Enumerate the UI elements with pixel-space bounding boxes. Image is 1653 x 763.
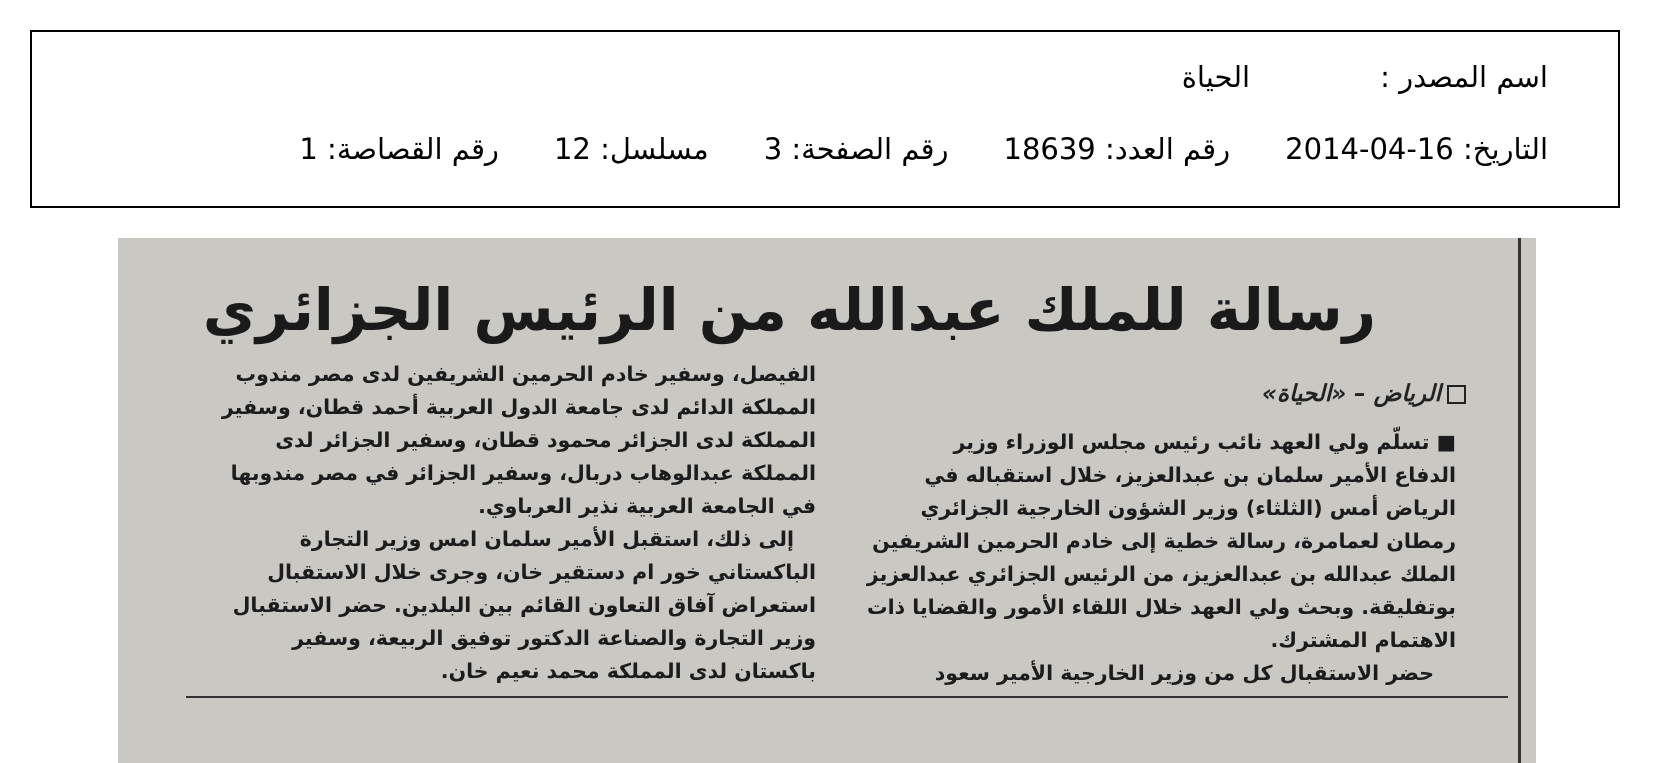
body-line: المملكة الدائم لدى جامعة الدول العربية أحمد قطان، وسفير: [221, 395, 816, 419]
body-line: بوتفليقة. وبحث ولي العهد خلال اللقاء الأمور والقضايا ذات: [866, 595, 1456, 619]
body-line: إلى ذلك، استقبل الأمير سلمان امس وزير التجارة: [299, 527, 794, 551]
source-value: الحياة: [1181, 60, 1251, 94]
body-line: الدفاع الأمير سلمان بن عبدالعزيز، خلال استقباله في: [924, 463, 1456, 487]
clipping-metadata-box: [30, 30, 1620, 208]
article-end-rule: [186, 696, 1508, 698]
body-line: الملك عبدالله بن عبدالعزيز، من الرئيس الجزائري عبدالعزيز: [866, 562, 1456, 586]
serial-field: مسلسل: 12: [553, 132, 709, 166]
page-number-field: رقم الصفحة: 3: [763, 132, 949, 166]
square-bullet-icon: [1447, 385, 1466, 404]
body-line: رمطان لعمامرة، رسالة خطية إلى خادم الحرمين الشريفين: [872, 529, 1456, 553]
source-label: اسم المصدر :: [1380, 60, 1548, 94]
article-column-left: [191, 358, 816, 688]
source-line: [1182, 60, 1548, 94]
body-line: حضر الاستقبال كل من وزير الخارجية الأمير سعود: [934, 661, 1434, 685]
body-line: استعراض آفاق التعاون القائم بين البلدين. حضر الاستقبال: [232, 593, 816, 617]
clip-number-field: رقم القصاصة: 1: [299, 132, 499, 166]
body-line: الرياض أمس (الثلثاء) وزير الشؤون الخارجية الجزائري: [920, 496, 1456, 520]
body-line: الفيصل، وسفير خادم الحرمين الشريفين لدى مصر مندوب: [235, 362, 816, 386]
article-dateline: [1262, 381, 1466, 407]
details-line: [299, 132, 1548, 166]
article-column-right: [856, 426, 1456, 690]
body-line: الباكستاني خور ام دستقير خان، وجرى خلال الاستقبال: [267, 560, 816, 584]
body-line: باكستان لدى المملكة محمد نعيم خان.: [440, 659, 816, 683]
dateline-text: الرياض – «الحياة»: [1262, 381, 1441, 407]
column-rule: [1518, 238, 1521, 763]
body-line: المملكة عبدالوهاب دربال، وسفير الجزائر في مصر مندوبها: [230, 461, 816, 485]
body-line: في الجامعة العربية نذير العرباوي.: [478, 494, 816, 518]
body-line: الاهتمام المشترك.: [1270, 628, 1456, 652]
issue-number-field: رقم العدد: 18639: [1003, 132, 1231, 166]
body-line: ■ تسلّم ولي العهد نائب رئيس مجلس الوزراء وزير: [953, 430, 1456, 454]
article-headline: رسالة للملك عبدالله من الرئيس الجزائري: [202, 276, 1376, 344]
body-line: وزير التجارة والصناعة الدكتور توفيق الربيعة، وسفير: [292, 626, 816, 650]
newspaper-clipping: [118, 238, 1536, 763]
body-line: المملكة لدى الجزائر محمود قطان، وسفير الجزائر لدى: [275, 428, 816, 452]
date-field: التاريخ: 16-04-2014: [1285, 132, 1548, 166]
